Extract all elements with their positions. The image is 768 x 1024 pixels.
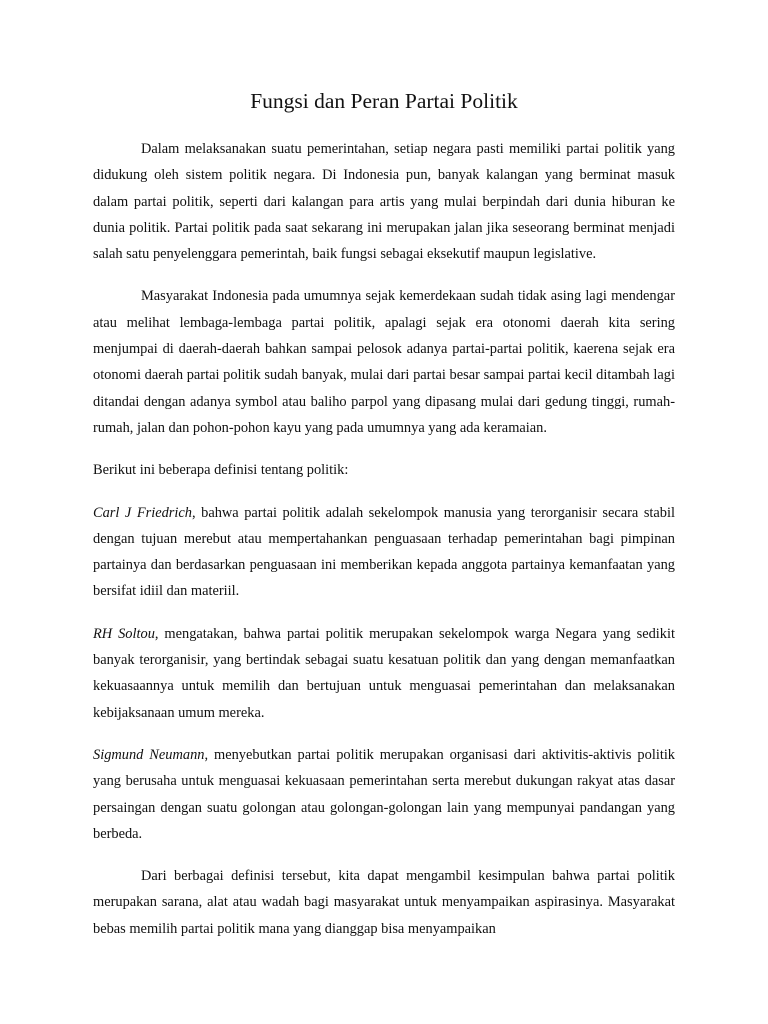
definition-text: , bahwa partai politik adalah sekelompok manusia yang terorganisir secara stabil dengan tujuan merebut atau mempertahankan penguasaan terhadap pemerintahan bagi pimpinan partainya dan berdasarkan penguasaan ini memberikan kepada anggota partainya kemanfaatan yang bersifat idiil dan materiil. bbox=[93, 504, 675, 600]
definition-text: , mengatakan, bahwa partai politik merupakan sekelompok warga Negara yang sedikit banyak terorganisir, yang bertindak sebagai suatu kesatuan politik dan yang dengan memanfaatkan kekuasaannya untuk memilih dan bertujuan untuk menguasai pemerintahan dan melaksanakan kebijaksanaan umum mereka. bbox=[93, 625, 675, 721]
definition-author: Carl J Friedrich bbox=[93, 504, 192, 521]
definition-author: Sigmund Neumann bbox=[93, 746, 205, 763]
document-title: Fungsi dan Peran Partai Politik bbox=[250, 89, 518, 113]
paragraph-intro: Dalam melaksanakan suatu pemerintahan, setiap negara pasti memiliki partai politik yang didukung oleh sistem politik negara. Di Indonesia pun, banyak kalangan yang berminat masuk dalam partai politik, seperti dari kalangan para artis yang mulai berpindah dari dunia hiburan ke dunia politik. Partai politik pada saat sekarang ini merupakan jalan jika seseorang berminat menjadi salah satu penyelenggara pemerintah, baik fungsi sebagai eksekutif maupun legislative. bbox=[93, 141, 675, 263]
definition-item bbox=[93, 500, 675, 605]
definitions-intro: Berikut ini beberapa definisi tentang politik: bbox=[93, 462, 349, 479]
definition-item bbox=[93, 742, 675, 847]
paragraph-conclusion: Dari berbagai definisi tersebut, kita dapat mengambil kesimpulan bahwa partai politik merupakan sarana, alat atau wadah bagi masyarakat untuk menyampaikan aspirasinya. Masyarakat bebas memilih partai politik mana yang dianggap bisa menyampaikan bbox=[93, 868, 675, 937]
definition-text: , menyebutkan partai politik merupakan organisasi dari aktivitis-aktivis politik yang berusaha untuk menguasai kekuasaan pemerintahan serta merebut dukungan rakyat atas dasar persaingan dengan suatu golongan atau golongan-golongan lain yang mempunyai pandangan yang berbeda. bbox=[93, 746, 676, 842]
document-body bbox=[93, 86, 675, 958]
definition-item bbox=[93, 621, 675, 726]
paragraph-history: Masyarakat Indonesia pada umumnya sejak kemerdekaan sudah tidak asing lagi mendengar atau melihat lembaga-lembaga partai politik, apalagi sejak era otonomi daerah kita sering menjumpai di daerah-daerah bahkan sampai pelosok adanya partai-partai politik, kaerena sejak era otonomi daerah partai politik sudah banyak, mulai dari partai besar sampai partai kecil ditambah lagi ditandai dengan adanya symbol atau baliho parpol yang dipasang mulai dari gedung tinggi, rumah-rumah, jalan dan pohon-pohon kayu yang pada umumnya yang ada keramaian. bbox=[93, 288, 675, 436]
definition-author: RH Soltou bbox=[93, 625, 155, 642]
